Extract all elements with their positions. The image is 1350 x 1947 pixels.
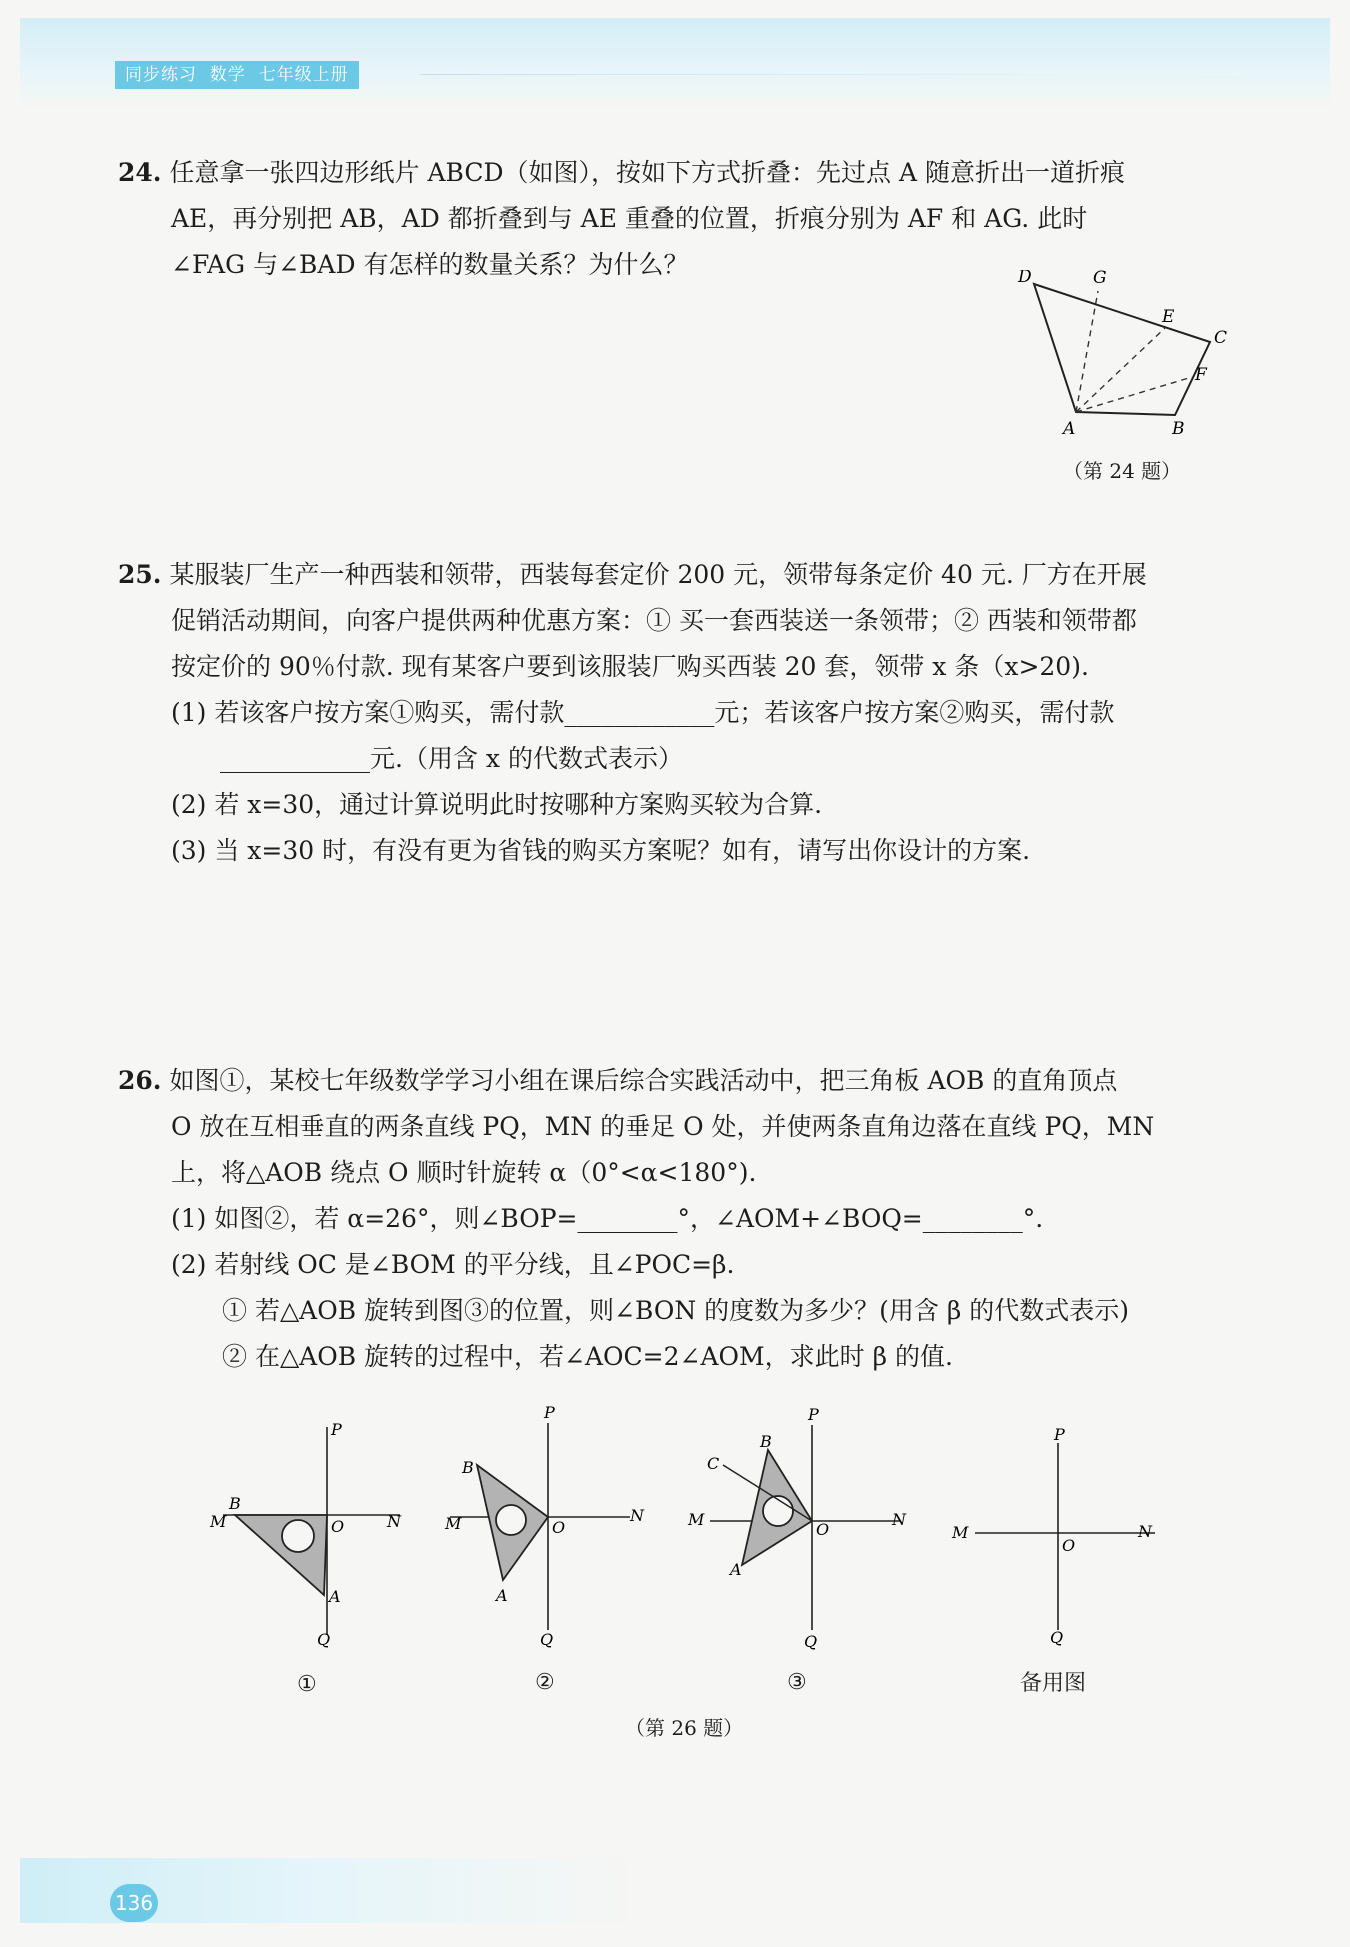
figure-2-label: ②: [535, 1670, 555, 1695]
problem-26-number: 26.: [118, 1066, 162, 1095]
label-p: P: [544, 1405, 555, 1422]
problem-26-figure-1: [205, 1415, 415, 1655]
spare-figure-label: 备用图: [1020, 1671, 1087, 1696]
label-a: A: [730, 1560, 742, 1579]
problem-26-caption: （第 26 题）: [625, 1716, 744, 1740]
problem-24-number: 24.: [118, 158, 162, 187]
label-b: B: [462, 1458, 474, 1477]
label-q: Q: [804, 1632, 818, 1651]
label-q: Q: [1050, 1628, 1064, 1647]
label-b: B: [760, 1432, 772, 1451]
triangle-aob: [235, 1515, 327, 1595]
problem-24-figure: [1010, 270, 1240, 440]
problem-26-spare-figure: [940, 1425, 1170, 1655]
problem-25-number: 25.: [118, 560, 162, 589]
label-q: Q: [317, 1630, 331, 1649]
label-m: M: [210, 1512, 227, 1531]
label-c: C: [707, 1454, 720, 1473]
label-a: A: [496, 1586, 508, 1605]
figure-1-label: ①: [297, 1672, 317, 1697]
label-n: N: [892, 1510, 906, 1529]
problem-26-line-1: 26. 如图①，某校七年级数学学习小组在课后综合实践活动中，把三角板 AOB 的直角顶点: [118, 1066, 1118, 1095]
problem-26-q2: (2) 若射线 OC 是∠BOM 的平分线，且∠POC=β.: [171, 1250, 735, 1279]
label-o: O: [552, 1518, 566, 1537]
problem-25-q2: (2) 若 x=30，通过计算说明此时按哪种方案购买较为合算.: [171, 790, 823, 819]
problem-26: [118, 1058, 1253, 1380]
problem-26-q1: (1) 如图②，若 α=26°，则∠BOP=________°，∠AOM+∠BOQ=________°.: [171, 1204, 1044, 1233]
header-divider: [420, 74, 1240, 75]
triangle-hole: [496, 1505, 526, 1535]
problem-25-line-1: 25. 某服装厂生产一种西装和领带，西装每套定价 200 元，领带每条定价 40 元. 厂方在开展: [118, 560, 1147, 589]
problem-24-line-3: ∠FAG 与∠BAD 有怎样的数量关系？为什么？: [171, 250, 689, 279]
label-b: B: [229, 1494, 241, 1513]
problem-24: [118, 150, 1253, 288]
label-m: M: [952, 1523, 969, 1542]
label-m: M: [688, 1510, 705, 1529]
label-a: A: [329, 1587, 341, 1606]
label-o: O: [816, 1520, 830, 1539]
problem-24-line-2: AE，再分别把 AB，AD 都折叠到与 AE 重叠的位置，折痕分别为 AF 和 AG. 此时: [171, 204, 1088, 233]
label-n: N: [1138, 1522, 1152, 1541]
label-b: B: [1172, 419, 1185, 439]
label-g: G: [1093, 270, 1107, 288]
figure-3-label: ③: [787, 1670, 807, 1695]
problem-25-q1-line-1: (1) 若该客户按方案①购买，需付款____________元；若该客户按方案②购买，需付款: [171, 698, 1115, 727]
crease-ae: [1076, 328, 1165, 412]
problem-25: [118, 552, 1253, 874]
label-p: P: [331, 1420, 342, 1439]
problem-25-line-2: 促销活动期间，向客户提供两种优惠方案：① 买一套西装送一条领带；② 西装和领带都: [171, 606, 1137, 635]
problem-25-q1-line-2: ____________元.（用含 x 的代数式表示）: [220, 744, 683, 773]
problem-26-q2a: ① 若△AOB 旋转到图③的位置，则∠BON 的度数为多少？(用含 β 的代数式表示): [222, 1296, 1129, 1325]
problem-26-figure-2: [440, 1405, 650, 1655]
problem-26-line-3: 上，将△AOB 绕点 O 顺时针旋转 α（0°<α<180°).: [171, 1158, 757, 1187]
crease-af: [1076, 377, 1192, 412]
label-f: F: [1195, 365, 1207, 385]
problem-26-figure-3: [680, 1405, 915, 1655]
problem-26-line-2: O 放在互相垂直的两条直线 PQ，MN 的垂足 O 处，并使两条直角边落在直线 PQ，MN: [171, 1112, 1155, 1141]
label-n: N: [630, 1506, 644, 1525]
triangle-hole: [282, 1520, 314, 1552]
problem-25-q3: (3) 当 x=30 时，有没有更为省钱的购买方案呢？如有，请写出你设计的方案.: [171, 836, 1031, 865]
label-o: O: [331, 1517, 345, 1536]
label-c: C: [1214, 328, 1228, 348]
triangle-hole: [763, 1496, 793, 1526]
problem-24-caption: （第 24 题）: [1063, 459, 1182, 483]
label-p: P: [808, 1405, 819, 1424]
book-title-tag: 同步练习 数学 七年级上册: [115, 61, 359, 89]
label-e: E: [1162, 307, 1175, 327]
problem-25-line-3: 按定价的 90％付款. 现有某客户要到该服装厂购买西装 20 套，领带 x 条（x>20).: [171, 652, 1089, 681]
label-q: Q: [540, 1630, 554, 1649]
label-a: A: [1063, 419, 1076, 439]
label-d: D: [1018, 270, 1032, 287]
label-m: M: [445, 1514, 462, 1533]
page-number: 136: [110, 1884, 158, 1922]
label-o: O: [1062, 1536, 1076, 1555]
label-p: P: [1054, 1425, 1065, 1444]
quadrilateral-abcd: [1034, 284, 1210, 415]
problem-24-line-1: 24. 任意拿一张四边形纸片 ABCD（如图），按如下方式折叠：先过点 A 随意折出一道折痕: [118, 158, 1125, 187]
label-n: N: [387, 1512, 401, 1531]
problem-26-q2b: ② 在△AOB 旋转的过程中，若∠AOC=2∠AOM，求此时 β 的值.: [222, 1342, 953, 1371]
